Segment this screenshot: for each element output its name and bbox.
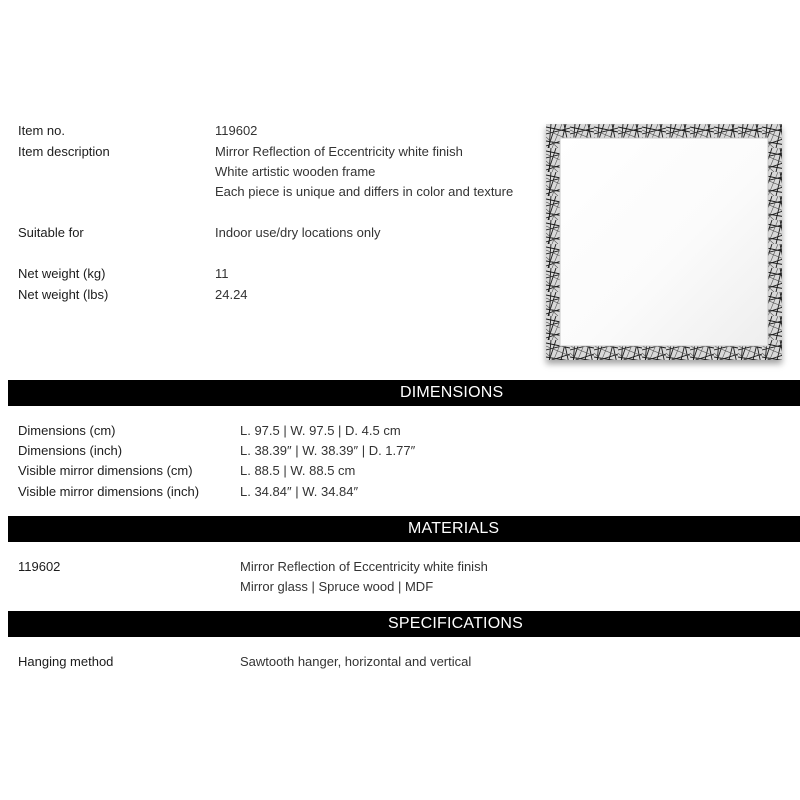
materials-header-bar [8, 516, 800, 542]
net-weight-kg-value: 11 [215, 266, 229, 281]
item-description-line-2: White artistic wooden frame [215, 164, 376, 179]
net-weight-kg-label: Net weight (kg) [18, 266, 106, 281]
visible-mirror-inch-value: L. 34.84″ | W. 34.84″ [240, 484, 359, 499]
dimensions-cm-label: Dimensions (cm) [18, 423, 116, 438]
visible-mirror-cm-value: L. 88.5 | W. 88.5 cm [240, 463, 356, 478]
framed-mirror-image [546, 124, 782, 360]
materials-code: 119602 [18, 559, 61, 574]
item-no-label: Item no. [18, 123, 65, 138]
dimensions-inch-value: L. 38.39″ | W. 38.39″ | D. 1.77″ [240, 443, 416, 458]
hanging-method-value: Sawtooth hanger, horizontal and vertical [240, 654, 472, 669]
materials-title: MATERIALS [408, 520, 500, 537]
suitable-for-value: Indoor use/dry locations only [215, 225, 381, 240]
item-no-value: 119602 [215, 123, 258, 138]
visible-mirror-inch-label: Visible mirror dimensions (inch) [18, 484, 200, 499]
materials-line-2: Mirror glass | Spruce wood | MDF [240, 579, 434, 594]
item-description-line-1: Mirror Reflection of Eccentricity white finish [215, 144, 463, 159]
specifications-title: SPECIFICATIONS [388, 615, 523, 632]
dimensions-inch-label: Dimensions (inch) [18, 443, 123, 458]
item-description-line-3: Each piece is unique and differs in color and texture [215, 184, 514, 199]
visible-mirror-cm-label: Visible mirror dimensions (cm) [18, 463, 193, 478]
suitable-for-label: Suitable for [18, 225, 84, 240]
net-weight-lbs-label: Net weight (lbs) [18, 287, 109, 302]
materials-line-1: Mirror Reflection of Eccentricity white finish [240, 559, 488, 574]
item-description-label: Item description [18, 144, 110, 159]
specifications-header-bar [8, 611, 800, 637]
net-weight-lbs-value: 24.24 [215, 287, 248, 302]
hanging-method-label: Hanging method [18, 654, 114, 669]
dimensions-title: DIMENSIONS [400, 384, 504, 401]
dimensions-cm-value: L. 97.5 | W. 97.5 | D. 4.5 cm [240, 423, 401, 438]
dimensions-header-bar [8, 380, 800, 406]
